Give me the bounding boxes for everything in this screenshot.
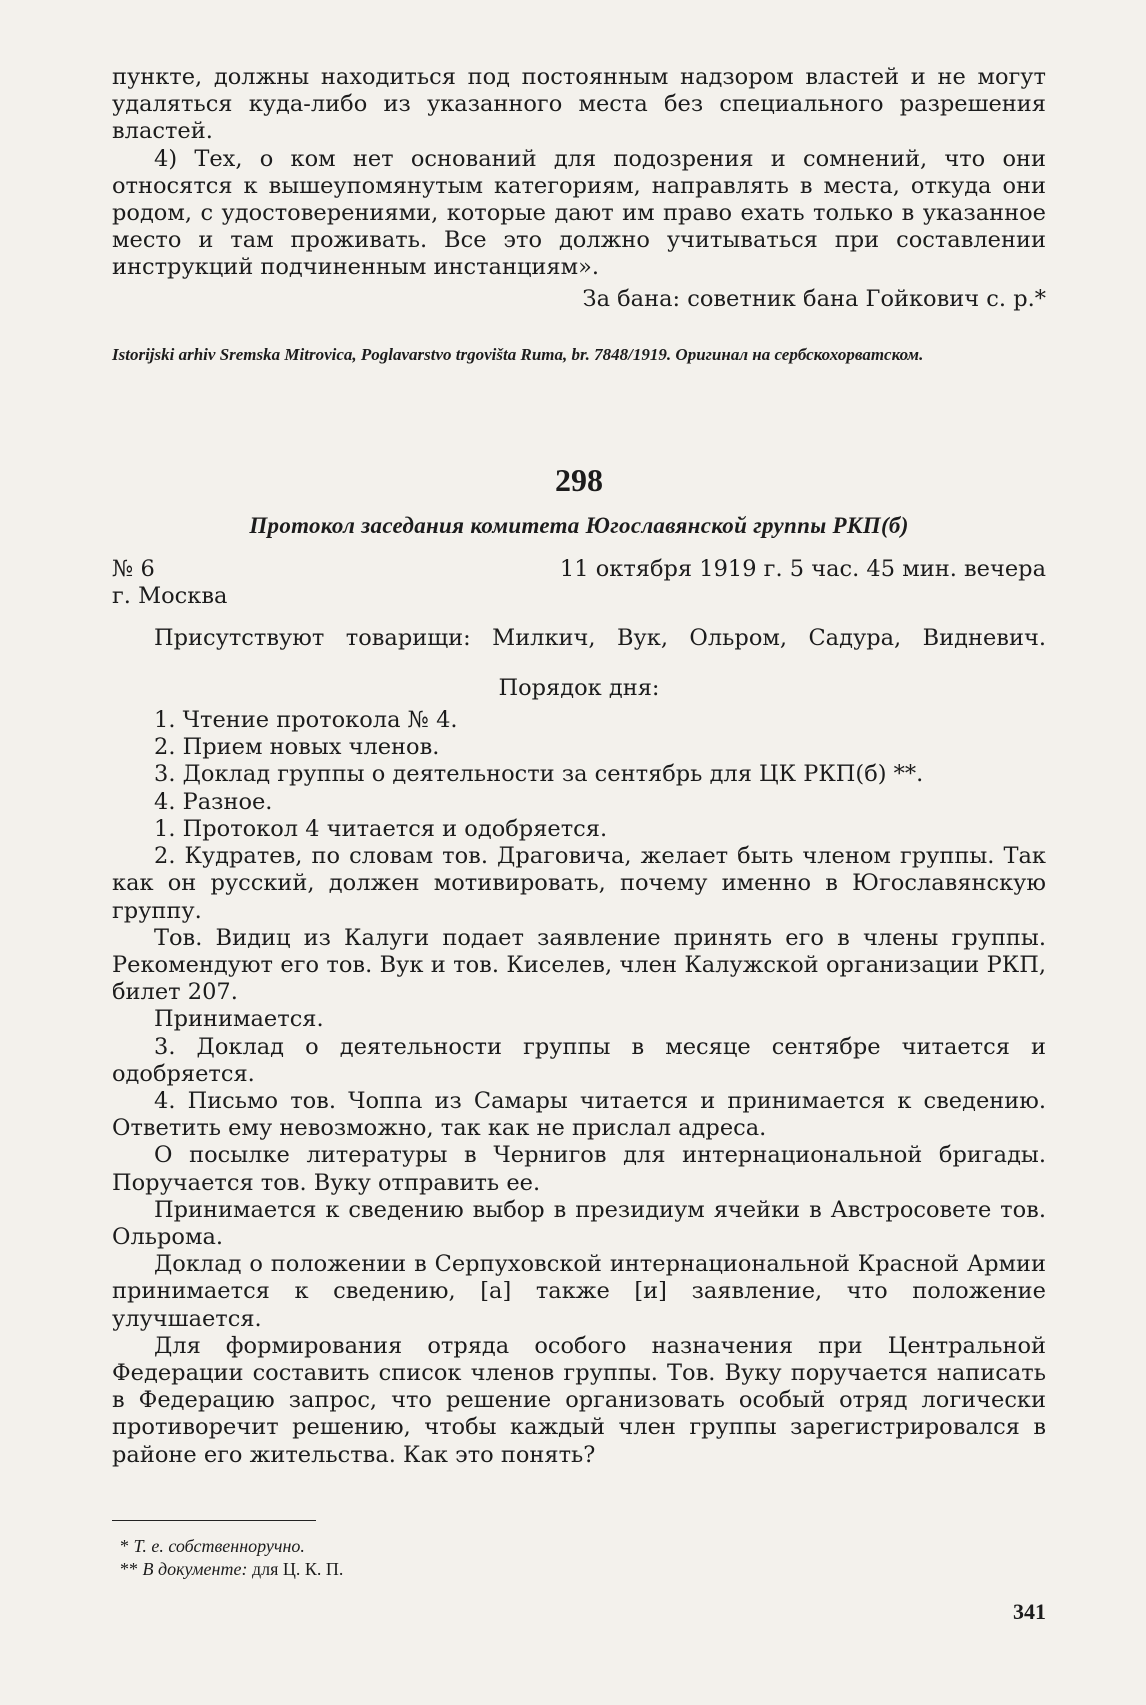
footnote-2-italic: В документе: [142,1559,248,1579]
agenda-item-1: 1. Чтение протокола № 4. [154,707,458,733]
decision-accepted: Принимается. [154,1006,324,1033]
protocol-place: г. Москва [112,583,228,610]
archive-source [112,343,1046,366]
page-number: 341 [1013,1599,1046,1624]
footnote-1 [120,1535,1054,1558]
agenda-item-4: 4. Разное. [154,788,273,815]
protocol-number: № 6 [112,556,155,582]
footnotes [120,1535,1054,1581]
attendees [112,625,1046,652]
footnote-1-text: Т. е. собственноручно. [133,1536,305,1556]
footnote-1-mark: * [120,1536,129,1556]
protocol-date-time: 11 октября 1919 г. 5 час. 45 мин. вечера [559,556,1046,582]
agenda-item-2: 2. Прием новых членов. [154,734,440,761]
footnote-2 [120,1558,1054,1581]
source-note: Оригинал на сербскохорватском. [675,345,924,364]
document-title: Протокол заседания комитета Югославянской группы РКП(б) [249,513,909,538]
decision-presidium: Принимается к сведению выбор в президиум ячейки в Австросовете тов. Ольрома. [112,1196,1046,1251]
agenda-item-3: 3. Доклад группы о деятельности за сентябрь для ЦК РКП(б) **. [154,761,924,788]
attendees-line: Присутствуют товарищи: Милкич, Вук, Ольром, Садура, Видневич. [154,625,1046,651]
protocol-header [112,556,1046,610]
decision-detachment: Для формирования отряда особого назначения при Центральной Федерации составить список членов группы. Тов. Вуку поручается написать в Федерацию запрос, что решение организовать особый отряд логически противоречит решению, чтобы каждый член группы зарегистрировался в районе его жительства. Как это понять? [112,1332,1046,1468]
source-reference: Istorijski arhiv Sremska Mitrovica, Poglavarstvo trgovišta Ruma, br. 7848/1919. [112,345,672,364]
decision-vidic: Тов. Видиц из Калуги подает заявление принять его в члены группы. Рекомендуют его тов. Вук и тов. Киселев, член Калужской организации РКП, билет 207. [112,924,1046,1006]
top-section [112,64,1046,313]
footnote-divider [112,1520,316,1521]
document-number: 298 [555,462,603,498]
decisions-section [112,816,1046,1469]
decision-2: 2. Кудратев, по словам тов. Драговича, желает быть членом группы. Так как он русский, должен мотивировать, почему именно в Югославянскую группу. [112,843,1046,924]
signature-line: За бана: советник бана Гойкович с. р.* [582,285,1046,312]
decision-literature: О посылке литературы в Чернигов для интернациональной бригады. Поручается тов. Вуку отправить ее. [112,1142,1046,1196]
agenda-list [112,707,1046,816]
item-4-paragraph: 4) Тех, о ком нет оснований для подозрения и сомнений, что они относятся к вышеупомянутым категориям, направлять в места, откуда они родом, с удостоверениями, которые дают им право ехать только в указанное место и там проживать. Все это должно учитываться при составлении инструкций подчиненным инстанциям». [112,145,1046,281]
agenda-heading: Порядок дня: [498,675,660,701]
decision-serpukhov: Доклад о положении в Серпуховской интернациональной Красной Армии принимается к сведению, [а] также [и] заявление, что положение улучшается. [112,1251,1046,1332]
protocol-number-row [112,556,1046,583]
continuation-paragraph: пункте, должны находиться под постоянным надзором властей и не могут удаляться куда-либо из указанного места без специального разрешения властей. [112,64,1046,145]
footnote-2-mark: ** [120,1559,138,1579]
footnote-2-text: для Ц. К. П. [247,1559,344,1579]
decision-4: 4. Письмо тов. Чоппа из Самары читается и принимается к сведению. Ответить ему невозможно, так как не прислал адреса. [112,1088,1046,1142]
decision-3: 3. Доклад о деятельности группы в месяце сентябре читается и одобряется. [112,1033,1046,1087]
decision-1: 1. Протокол 4 читается и одобряется. [154,816,608,842]
